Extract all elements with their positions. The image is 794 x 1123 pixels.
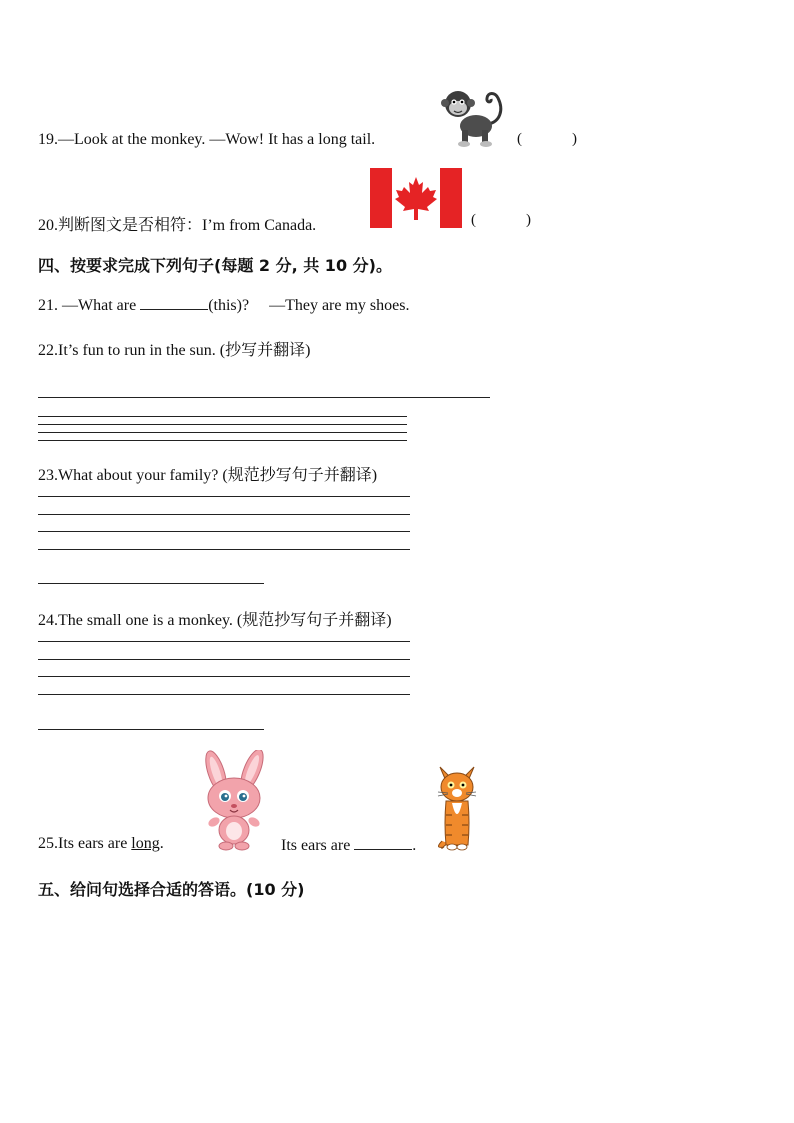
writing-line[interactable] <box>38 496 410 497</box>
question-24: 24.The small one is a monkey. (规范抄写句子并翻译) <box>38 612 392 629</box>
writing-line[interactable] <box>38 659 410 660</box>
writing-line[interactable] <box>38 424 407 425</box>
writing-line[interactable] <box>38 432 407 433</box>
question-25-part2: Its ears are . <box>281 837 417 854</box>
canada-flag-image <box>370 168 462 228</box>
question-21: 21. —What are (this)? —They are my shoes. <box>38 297 410 314</box>
writing-line[interactable] <box>38 549 410 550</box>
question-20 <box>38 212 316 235</box>
writing-line[interactable] <box>38 397 490 398</box>
writing-line[interactable] <box>38 416 407 417</box>
section-5-heading: 五、给问句选择合适的答语。(10 分) <box>38 880 305 899</box>
underlined-word: long <box>131 835 160 852</box>
rabbit-image <box>190 750 276 852</box>
writing-line[interactable] <box>38 676 410 677</box>
section-4-heading: 四、按要求完成下列句子(每题 2 分, 共 10 分)。 <box>38 256 392 275</box>
question-25-part1: 25.Its ears are long. <box>38 835 164 852</box>
question-20-text: 20.判断图文是否相符：I’m from Canada. <box>38 217 317 234</box>
cat-image <box>432 763 482 853</box>
answer-paren-20[interactable]: ( ) <box>471 212 531 228</box>
question-23: 23.What about your family? (规范抄写句子并翻译) <box>38 467 378 484</box>
writing-line[interactable] <box>38 694 410 695</box>
writing-line[interactable] <box>38 514 410 515</box>
writing-line[interactable] <box>38 583 264 584</box>
writing-line[interactable] <box>38 729 264 730</box>
answer-blank-25[interactable] <box>354 835 412 850</box>
question-19 <box>38 131 375 149</box>
answer-paren-19[interactable]: ( ) <box>517 131 577 147</box>
answer-blank-21[interactable] <box>140 295 208 310</box>
writing-line[interactable] <box>38 641 410 642</box>
question-19-text: 19.—Look at the monkey. —Wow! It has a long tail. <box>38 131 376 148</box>
writing-line[interactable] <box>38 440 407 441</box>
question-22: 22.It’s fun to run in the sun. (抄写并翻译) <box>38 342 311 359</box>
monkey-image <box>440 86 506 148</box>
writing-line[interactable] <box>38 531 410 532</box>
